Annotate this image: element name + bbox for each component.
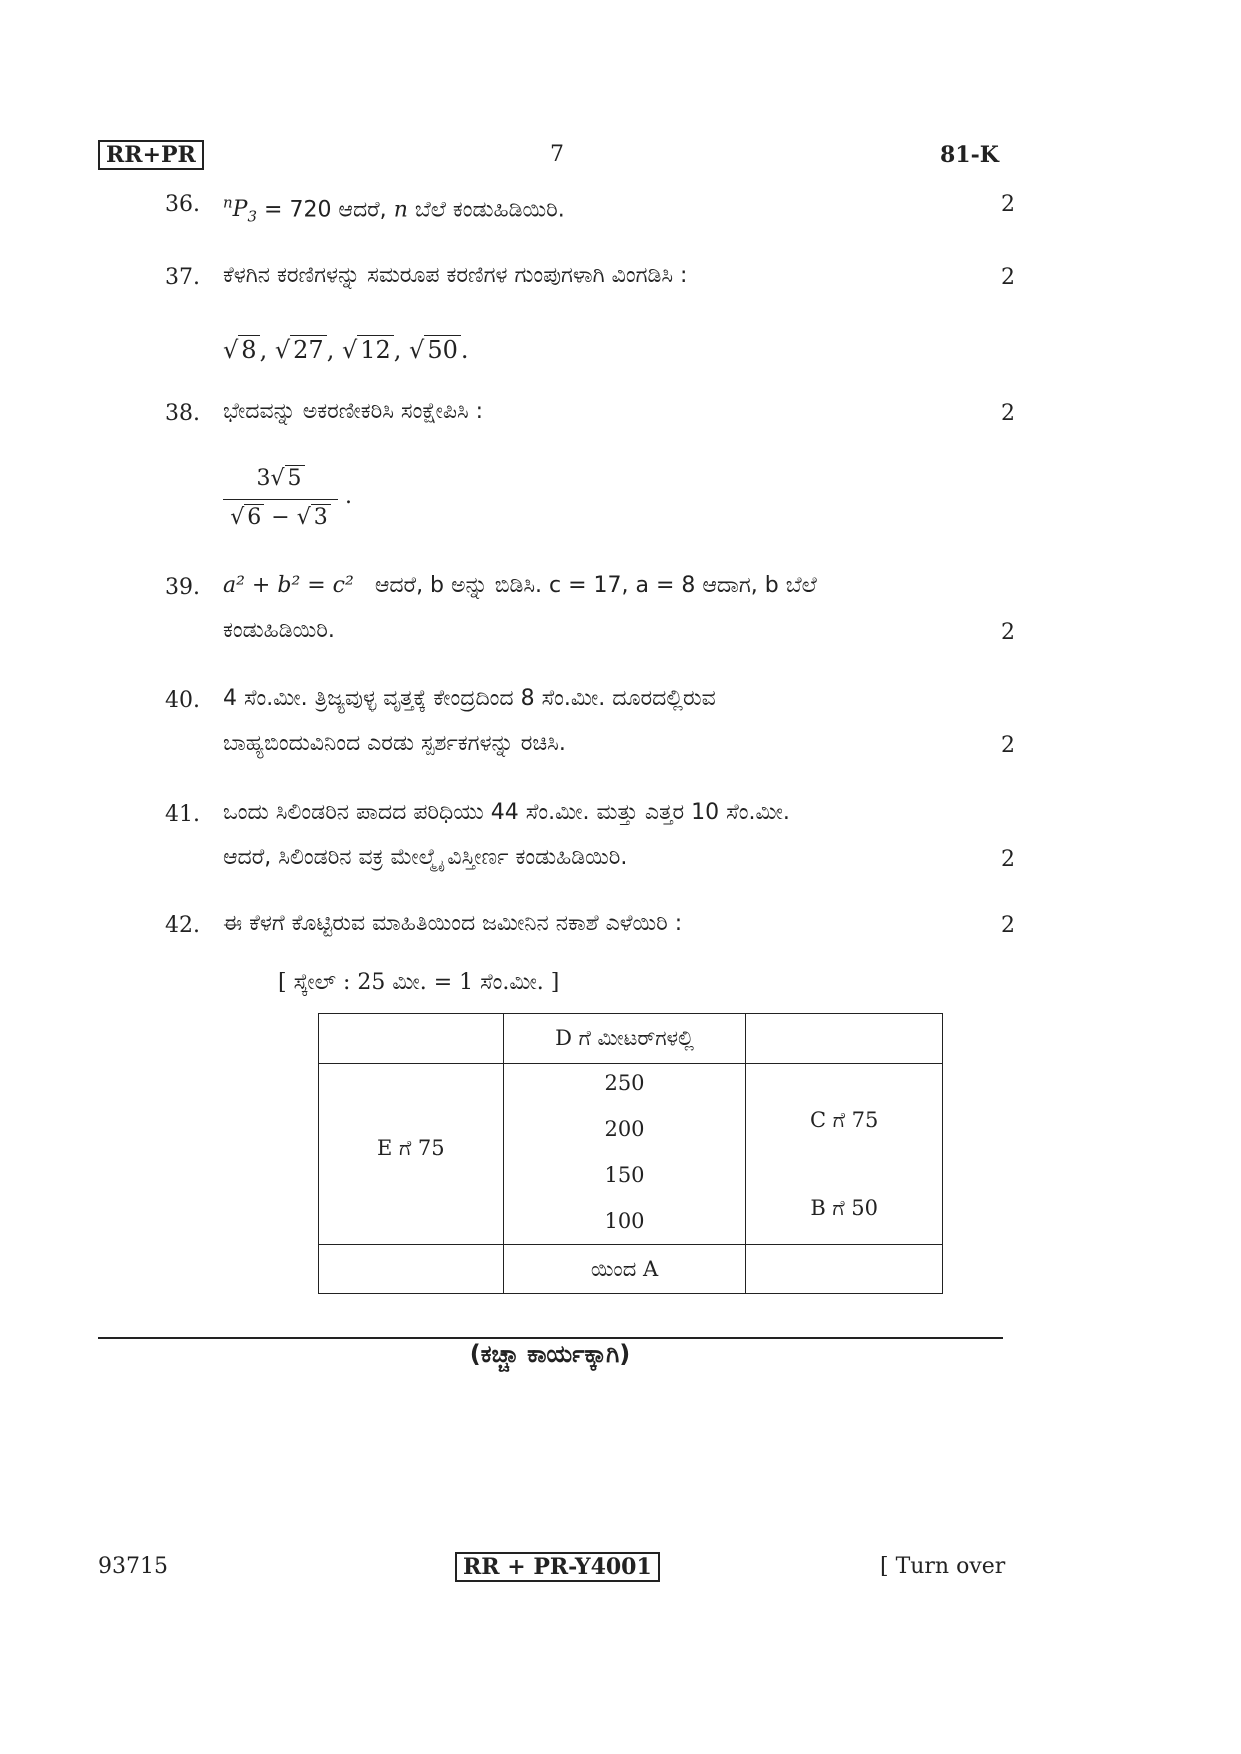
- series-box: RR+PR: [98, 140, 204, 170]
- marks: 2: [1001, 733, 1015, 758]
- question-36-text: $^nP_3 = 720$ ಆದರೆ, n ಬೆಲೆ ಕಂಡುಹಿಡಿಯಿರಿ.: [223, 194, 565, 226]
- turn-over: [ Turn over: [880, 1554, 1006, 1579]
- table-right-cell: [746, 1064, 943, 1245]
- question-number: 39.: [165, 575, 200, 600]
- marks: 2: [1001, 913, 1015, 938]
- surd-list: √ 8 , √ 27 , √ 12 , √ 50 .: [223, 336, 469, 364]
- fraction-denominator: √ 6 − √ 3: [223, 505, 338, 530]
- period: .: [345, 484, 352, 509]
- footer-code: 93715: [98, 1554, 168, 1579]
- question-number: 36.: [165, 192, 200, 217]
- question-number: 37.: [165, 265, 200, 290]
- table-footer-mid: ಯಿಂದ A: [503, 1245, 746, 1294]
- marks: 2: [1001, 265, 1015, 290]
- field-book-table: [318, 1013, 943, 1294]
- question-41-line1: ಒಂದು ಸಿಲಿಂಡರಿನ ಪಾದದ ಪರಿಧಿಯು 44 ಸೆಂ.ಮೀ. ಮತ್ತು ಎತ್ತರ 10 ಸೆಂ.ಮೀ.: [223, 800, 790, 825]
- question-38-text: ಭೇದವನ್ನು ಅಕರಣೀಕರಿಸಿ ಸಂಕ್ಷೇಪಿಸಿ :: [223, 399, 484, 424]
- chainage: 100: [604, 1209, 645, 1233]
- question-41-line2: ಆದರೆ, ಸಿಲಿಂಡರಿನ ವಕ್ರ ಮೇಲ್ಮೈ ವಿಸ್ತೀರ್ಣ ಕಂಡುಹಿಡಿಯಿರಿ.: [223, 845, 628, 870]
- rough-work-label: (ಕಚ್ಚಾ ಕಾರ್ಯಕ್ಕಾಗಿ): [469, 1340, 631, 1368]
- question-40-line1: 4 ಸೆಂ.ಮೀ. ತ್ರಿಜ್ಯವುಳ್ಳ ವೃತ್ತಕ್ಕೆ ಕೇಂದ್ರದಿಂದ 8 ಸೆಂ.ಮೀ. ದೂರದಲ್ಲಿರುವ: [223, 686, 716, 711]
- chainage: 250: [604, 1071, 645, 1095]
- question-number: 42.: [165, 913, 200, 938]
- question-40-line2: ಬಾಹ್ಯಬಿಂದುವಿನಿಂದ ಎರಡು ಸ್ಪರ್ಶಕಗಳನ್ನು ರಚಿಸಿ.: [223, 731, 566, 756]
- question-number: 40.: [165, 688, 200, 713]
- table-left-cell: [319, 1064, 504, 1245]
- divider: [98, 1337, 1003, 1339]
- offset-b: B ಗೆ 50: [810, 1196, 879, 1220]
- marks: 2: [1001, 620, 1015, 645]
- fraction-numerator: 3√ 5: [223, 466, 338, 491]
- paper-code: 81-K: [940, 142, 999, 168]
- question-37-text: ಕೆಳಗಿನ ಕರಣಿಗಳನ್ನು ಸಮರೂಪ ಕರಣಿಗಳ ಗುಂಪುಗಳಾಗಿ ವಿಂಗಡಿಸಿ :: [223, 263, 688, 288]
- table-footer-left: [319, 1245, 504, 1294]
- question-39-line1: a² + b² = c² ಆದರೆ, b ಅನ್ನು ಬಿಡಿಸಿ. c = 17, a = 8 ಆದಾಗ, b ಬೆಲೆ: [223, 573, 817, 598]
- offset-c: C ಗೆ 75: [810, 1108, 879, 1132]
- question-number: 38.: [165, 401, 200, 426]
- scale-note: [ ಸ್ಕೇಲ್ : 25 ಮೀ. = 1 ಸೆಂ.ಮೀ. ]: [278, 970, 560, 995]
- table-header-left: [319, 1014, 504, 1064]
- offset-e: E ಗೆ 75: [377, 1135, 445, 1160]
- table-header-right: [746, 1014, 943, 1064]
- table-footer-right: [746, 1245, 943, 1294]
- table-mid-cell: [503, 1064, 746, 1245]
- chainage: 200: [604, 1117, 645, 1141]
- marks: 2: [1001, 192, 1015, 217]
- footer-series-box: RR + PR-Y4001: [455, 1552, 660, 1582]
- chainage: 150: [604, 1163, 645, 1187]
- marks: 2: [1001, 401, 1015, 426]
- table-header-mid: D ಗೆ ಮೀಟರ್‌ಗಳಲ್ಲಿ: [503, 1014, 746, 1064]
- page-number: 7: [550, 142, 564, 167]
- question-39-line2: ಕಂಡುಹಿಡಿಯಿರಿ.: [223, 618, 335, 643]
- fraction-bar: [223, 499, 338, 500]
- question-number: 41.: [165, 802, 200, 827]
- marks: 2: [1001, 847, 1015, 872]
- question-42-text: ಈ ಕೆಳಗೆ ಕೊಟ್ಟಿರುವ ಮಾಹಿತಿಯಿಂದ ಜಮೀನಿನ ನಕಾಶೆ ಎಳೆಯಿರಿ :: [223, 911, 683, 936]
